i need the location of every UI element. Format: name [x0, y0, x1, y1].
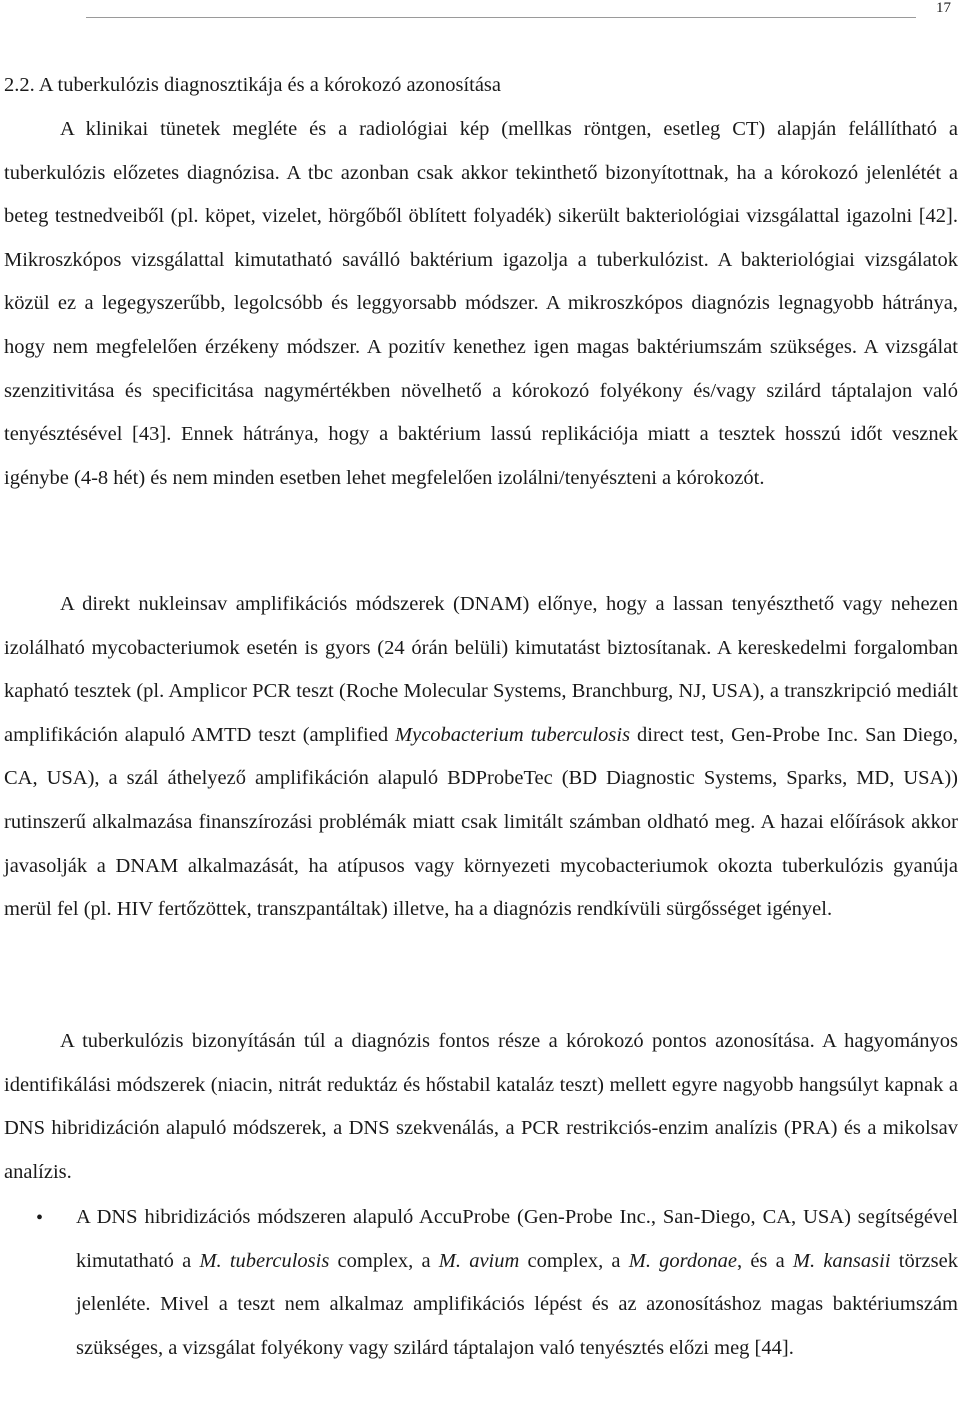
paragraph-2	[4, 583, 958, 932]
species-name-italic: M. gordonae	[628, 1249, 737, 1272]
paragraph-3	[4, 1020, 958, 1194]
header-rule	[86, 17, 916, 18]
section-heading: 2.2. A tuberkulózis diagnosztikája és a kórokozó azonosítása	[4, 74, 502, 96]
bullet-text-part: complex, a	[519, 1249, 629, 1272]
page-number: 17	[936, 0, 951, 16]
species-name-italic: M. kansasii	[792, 1249, 891, 1272]
paragraph-1-text: A klinikai tünetek megléte és a radiológiai kép (mellkas röntgen, esetleg CT) alapján felállítható a tuberkulózis előzetes diagnózisa. A tbc azonban csak akkor tekinthető bizonyítottnak, ha a kórokozó jelenlétét a beteg testnedveiből (pl. köpet, vizelet, hörgőből öblített folyadék) sikerült bakteriológiai vizsgálattal igazolni [42]. Mikroszkópos vizsgálattal kimutatható saválló baktérium igazolja a tuberkulózist. A bakteriológiai vizsgálatok közül ez a legegyszerűbb, legolcsóbb és leggyorsabb módszer. A mikroszkópos diagnózis legnagyobb hátránya, hogy nem megfelelően érzékeny módszer. A pozitív kenethez igen magas baktériumszám szükséges. A vizsgálat szenzitivitása és specificitása nagymértékben növelhető a kórokozó folyékony és/vagy szilárd táptalajon való tenyésztésével [43]. Ennek hátránya, hogy a baktérium lassú replikációja miatt a tesztek hosszú időt vesznek igénybe (4-8 hét) és nem minden esetben lehet megfelelően izolálni/tenyészteni a kórokozót.	[4, 118, 958, 489]
list-item	[0, 1196, 958, 1370]
species-name-italic: Mycobacterium tuberculosis	[395, 723, 631, 746]
bullet-text-part: , és a	[736, 1249, 793, 1272]
bullet-text	[76, 1196, 958, 1370]
bullet-icon: •	[36, 1207, 44, 1229]
bullet-list	[0, 1196, 958, 1370]
paragraph-1	[4, 108, 958, 500]
paragraph-3-text: A tuberkulózis bizonyításán túl a diagnózis fontos része a kórokozó pontos azonosítása. A hagyományos identifikálási módszerek (niacin, nitrát reduktáz és hőstabil kataláz teszt) mellett egyre nagyobb hangsúlyt kapnak a DNS hibridizáción alapuló módszerek, a DNS szekvenálás, a PCR restrikciós-enzim analízis (PRA) és a mikolsav analízis.	[4, 1030, 958, 1183]
paragraph-2-text-a: A direkt nukleinsav amplifikációs módszerek (DNAM) előnye, hogy a lassan tenyészthető vagy nehezen izolálható mycobacteriumok esetén is gyors (24 órán belüli) kimutatást biztosítanak. A kereskedelmi forgalomban kapható tesztek (pl. Amplicor PCR teszt (Roche Molecular Systems, Branchburg, NJ, USA), a transzkripció mediált amplifikáción alapuló AMTD teszt (amplified	[4, 593, 958, 746]
species-name-italic: M. avium	[438, 1249, 520, 1272]
paragraph-2-text-b: direct test, Gen-Probe Inc. San Diego, CA, USA), a szál áthelyező amplifikáción alapuló BDProbeTec (BD Diagnostic Systems, Sparks, MD, USA)) rutinszerű alkalmazása finanszírozási problémák miatt csak limitált számban oldható meg. A hazai előírások akkor javasolják a DNAM alkalmazását, ha atípusos vagy környezeti mycobacteriumok okozta tuberkulózis gyanúja merül fel (pl. HIV fertőzöttek, transzpantáltak) illetve, ha a diagnózis rendkívüli sürgősséget igényel.	[4, 723, 959, 921]
bullet-text-part: complex, a	[329, 1249, 439, 1272]
species-name-italic: M. tuberculosis	[199, 1249, 330, 1272]
bullet-text-part: törzsek jelenléte. Mivel a teszt nem alkalmaz amplifikációs lépést és az azonosításhoz magas baktériumszám szükséges, a vizsgálat folyékony vagy szilárd táptalajon való tenyésztés előzi meg [44].	[76, 1249, 958, 1359]
bullet-text-part: A DNS hibridizációs módszeren alapuló AccuProbe (Gen-Probe Inc., San-Diego, CA, USA) segítségével kimutatható a	[76, 1206, 958, 1272]
